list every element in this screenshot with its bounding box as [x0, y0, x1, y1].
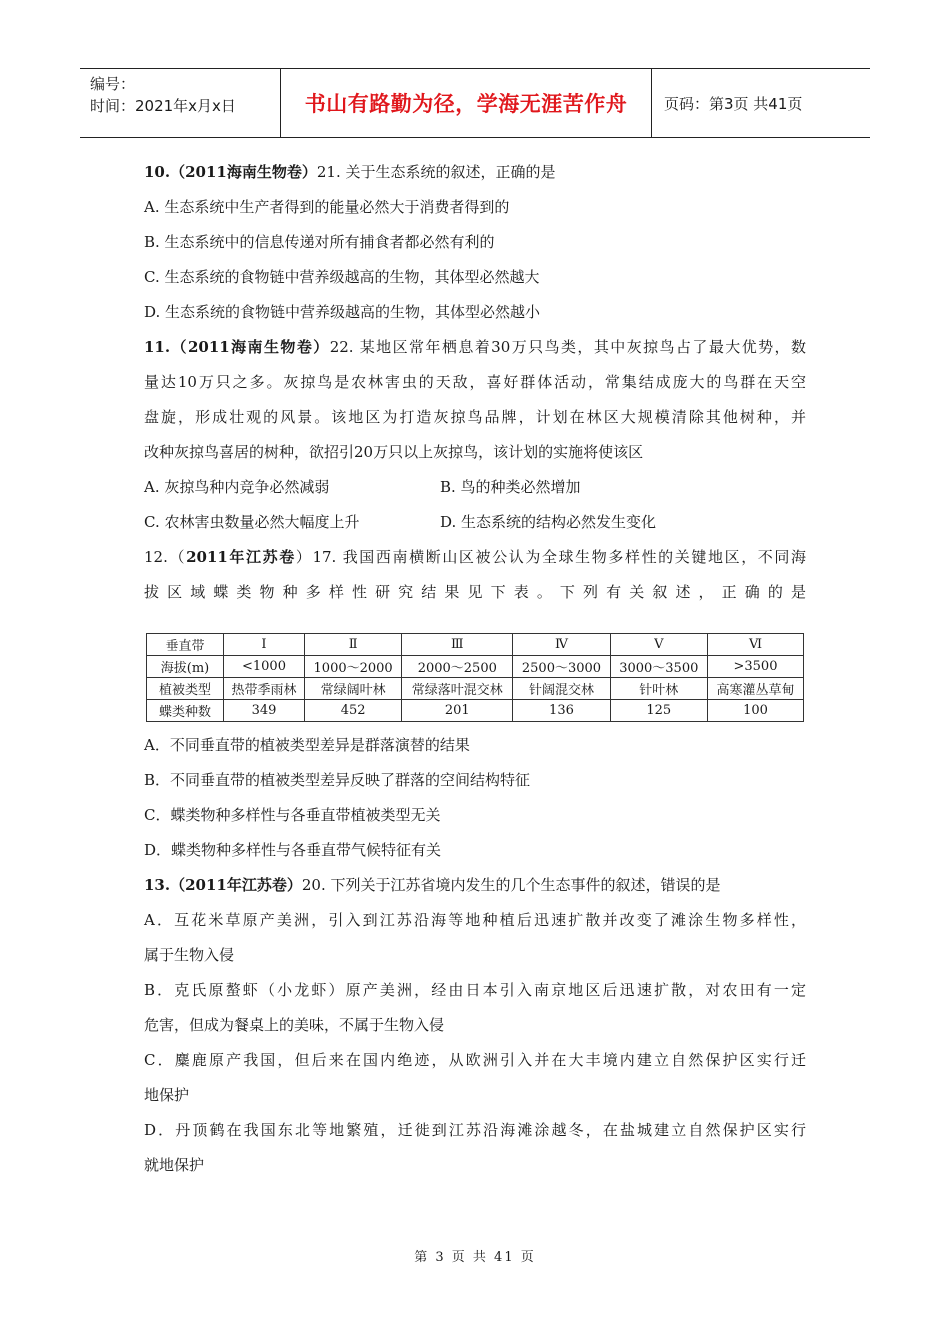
table-cell: 452	[304, 700, 401, 722]
table-cell: 海拔(m)	[147, 656, 224, 678]
table-cell: 100	[707, 700, 803, 722]
q11-number: 11.（2011海南生物卷）	[144, 338, 330, 356]
q12-option-c: C．蝶类物种多样性与各垂直带植被类型无关	[144, 806, 441, 824]
q12-source: 2011年江苏卷	[186, 548, 296, 566]
document-body	[144, 155, 806, 1183]
table-cell: 3000～3500	[610, 656, 707, 678]
q11-option-c: C. 农林害虫数量必然大幅度上升	[144, 513, 360, 531]
q10-option-d: D. 生态系统的食物链中营养级越高的生物，其体型必然越小	[144, 303, 541, 321]
q10-option-a: A. 生态系统中生产者得到的能量必然大于消费者得到的	[144, 198, 510, 216]
table-cell: 针阔混交林	[513, 678, 610, 700]
time-label: 时间：2021年x月x日	[90, 97, 236, 115]
table-cell: 植被类型	[147, 678, 224, 700]
table-cell: 125	[610, 700, 707, 722]
q12-text-line-1: 17. 我国西南横断山区被公认为全球生物多样性的关键地区，不同海	[312, 548, 806, 566]
table-cell: Ⅱ	[304, 634, 401, 656]
q11-option-d: D. 生态系统的结构必然发生变化	[440, 513, 657, 531]
q12-stem	[144, 540, 806, 575]
q13-text: 20. 下列关于江苏省境内发生的几个生态事件的叙述，错误的是	[301, 876, 721, 894]
q12-number-suffix: ）	[295, 548, 313, 566]
table-cell: 蝶类种数	[147, 700, 224, 722]
table-cell: 1000～2000	[304, 656, 401, 678]
page-footer: 第 3 页 共 41 页	[414, 1250, 536, 1265]
header-meta	[80, 69, 280, 137]
table-cell: 2500～3000	[513, 656, 610, 678]
q11-text-line-3: 盘旋，形成壮观的风景。该地区为打造灰掠鸟品牌，计划在林区大规模清除其他树种，并	[144, 408, 806, 426]
q10-option-c: C. 生态系统的食物链中营养级越高的生物，其体型必然越大	[144, 268, 540, 286]
table-cell: Ⅰ	[224, 634, 305, 656]
q11-options-row-2	[144, 505, 806, 540]
table-cell: 垂直带	[147, 634, 224, 656]
number-label: 编号：	[90, 75, 136, 93]
q13-option-c-line-2: 地保护	[144, 1086, 190, 1104]
page-header	[80, 68, 870, 138]
table-cell: 201	[402, 700, 513, 722]
table-row	[147, 634, 804, 656]
table-cell: 136	[513, 700, 610, 722]
table-cell: 热带季雨林	[224, 678, 305, 700]
q10-option-b: B. 生态系统中的信息传递对所有捕食者都必然有利的	[144, 233, 495, 251]
q10-stem	[144, 155, 806, 190]
table-row	[147, 678, 804, 700]
table-cell: Ⅵ	[707, 634, 803, 656]
table-cell: Ⅳ	[513, 634, 610, 656]
table-cell: Ⅲ	[402, 634, 513, 656]
table-cell: Ⅴ	[610, 634, 707, 656]
motto: 书山有路勤为径，学海无涯苦作舟	[304, 92, 628, 116]
q13-stem	[144, 868, 806, 903]
header-motto-cell	[280, 69, 652, 137]
table-cell: <1000	[224, 656, 305, 678]
q11-text-line-1: 22. 某地区常年栖息着30万只鸟类，其中灰掠鸟占了最大优势，数	[329, 338, 806, 356]
q12-text-line-2: 拔区域蝶类物种多样性研究结果见下表。下列有关叙述，正确的是	[144, 583, 806, 601]
butterfly-diversity-table	[146, 633, 804, 722]
q12-option-d: D．蝶类物种多样性与各垂直带气候特征有关	[144, 841, 442, 859]
q11-stem	[144, 330, 806, 365]
q12-option-a: A．不同垂直带的植被类型差异是群落演替的结果	[144, 736, 470, 754]
table-cell: >3500	[707, 656, 803, 678]
q13-option-d-line-1: D．丹顶鹤在我国东北等地繁殖，迁徙到江苏沿海滩涂越冬，在盐城建立自然保护区实行	[144, 1121, 806, 1139]
q11-option-a: A. 灰掠鸟种内竞争必然减弱	[144, 478, 330, 496]
q13-option-b-line-2: 危害，但成为餐桌上的美味，不属于生物入侵	[144, 1016, 445, 1034]
table-cell: 常绿阔叶林	[304, 678, 401, 700]
q13-option-b-line-1: B．克氏原螯虾（小龙虾）原产美洲，经由日本引入南京地区后迅速扩散，对农田有一定	[144, 981, 806, 999]
q10-number: 10.（2011海南生物卷）	[144, 163, 317, 181]
table-cell: 349	[224, 700, 305, 722]
q13-option-a-line-1: A．互花米草原产美洲，引入到江苏沿海等地种植后迅速扩散并改变了滩涂生物多样性，	[144, 911, 806, 929]
q10-text: 21. 关于生态系统的叙述，正确的是	[316, 163, 556, 181]
q11-text-line-4: 改种灰掠鸟喜居的树种，欲招引20万只以上灰掠鸟，该计划的实施将使该区	[144, 443, 644, 461]
q13-number: 13.（2011年江苏卷）	[144, 876, 302, 894]
table-cell: 高寒灌丛草甸	[707, 678, 803, 700]
q13-option-a-line-2: 属于生物入侵	[144, 946, 235, 964]
table-cell: 2000～2500	[402, 656, 513, 678]
q11-text-line-2: 量达10万只之多。灰掠鸟是农林害虫的天敌，喜好群体活动，常集结成庞大的鸟群在天空	[144, 373, 806, 391]
q12-number-prefix: 12.（	[144, 548, 187, 566]
table-row	[147, 700, 804, 722]
page-info: 页码：第3页 共41页	[664, 94, 803, 113]
table-cell: 针叶林	[610, 678, 707, 700]
q13-option-c-line-1: C．麋鹿原产我国，但后来在国内绝迹，从欧洲引入并在大丰境内建立自然保护区实行迁	[144, 1051, 806, 1069]
table-row	[147, 656, 804, 678]
q13-option-d-line-2: 就地保护	[144, 1156, 205, 1174]
table-cell: 常绿落叶混交林	[402, 678, 513, 700]
q12-option-b: B．不同垂直带的植被类型差异反映了群落的空间结构特征	[144, 771, 531, 789]
q11-option-b: B. 鸟的种类必然增加	[440, 478, 581, 496]
q11-options-row-1	[144, 470, 806, 505]
